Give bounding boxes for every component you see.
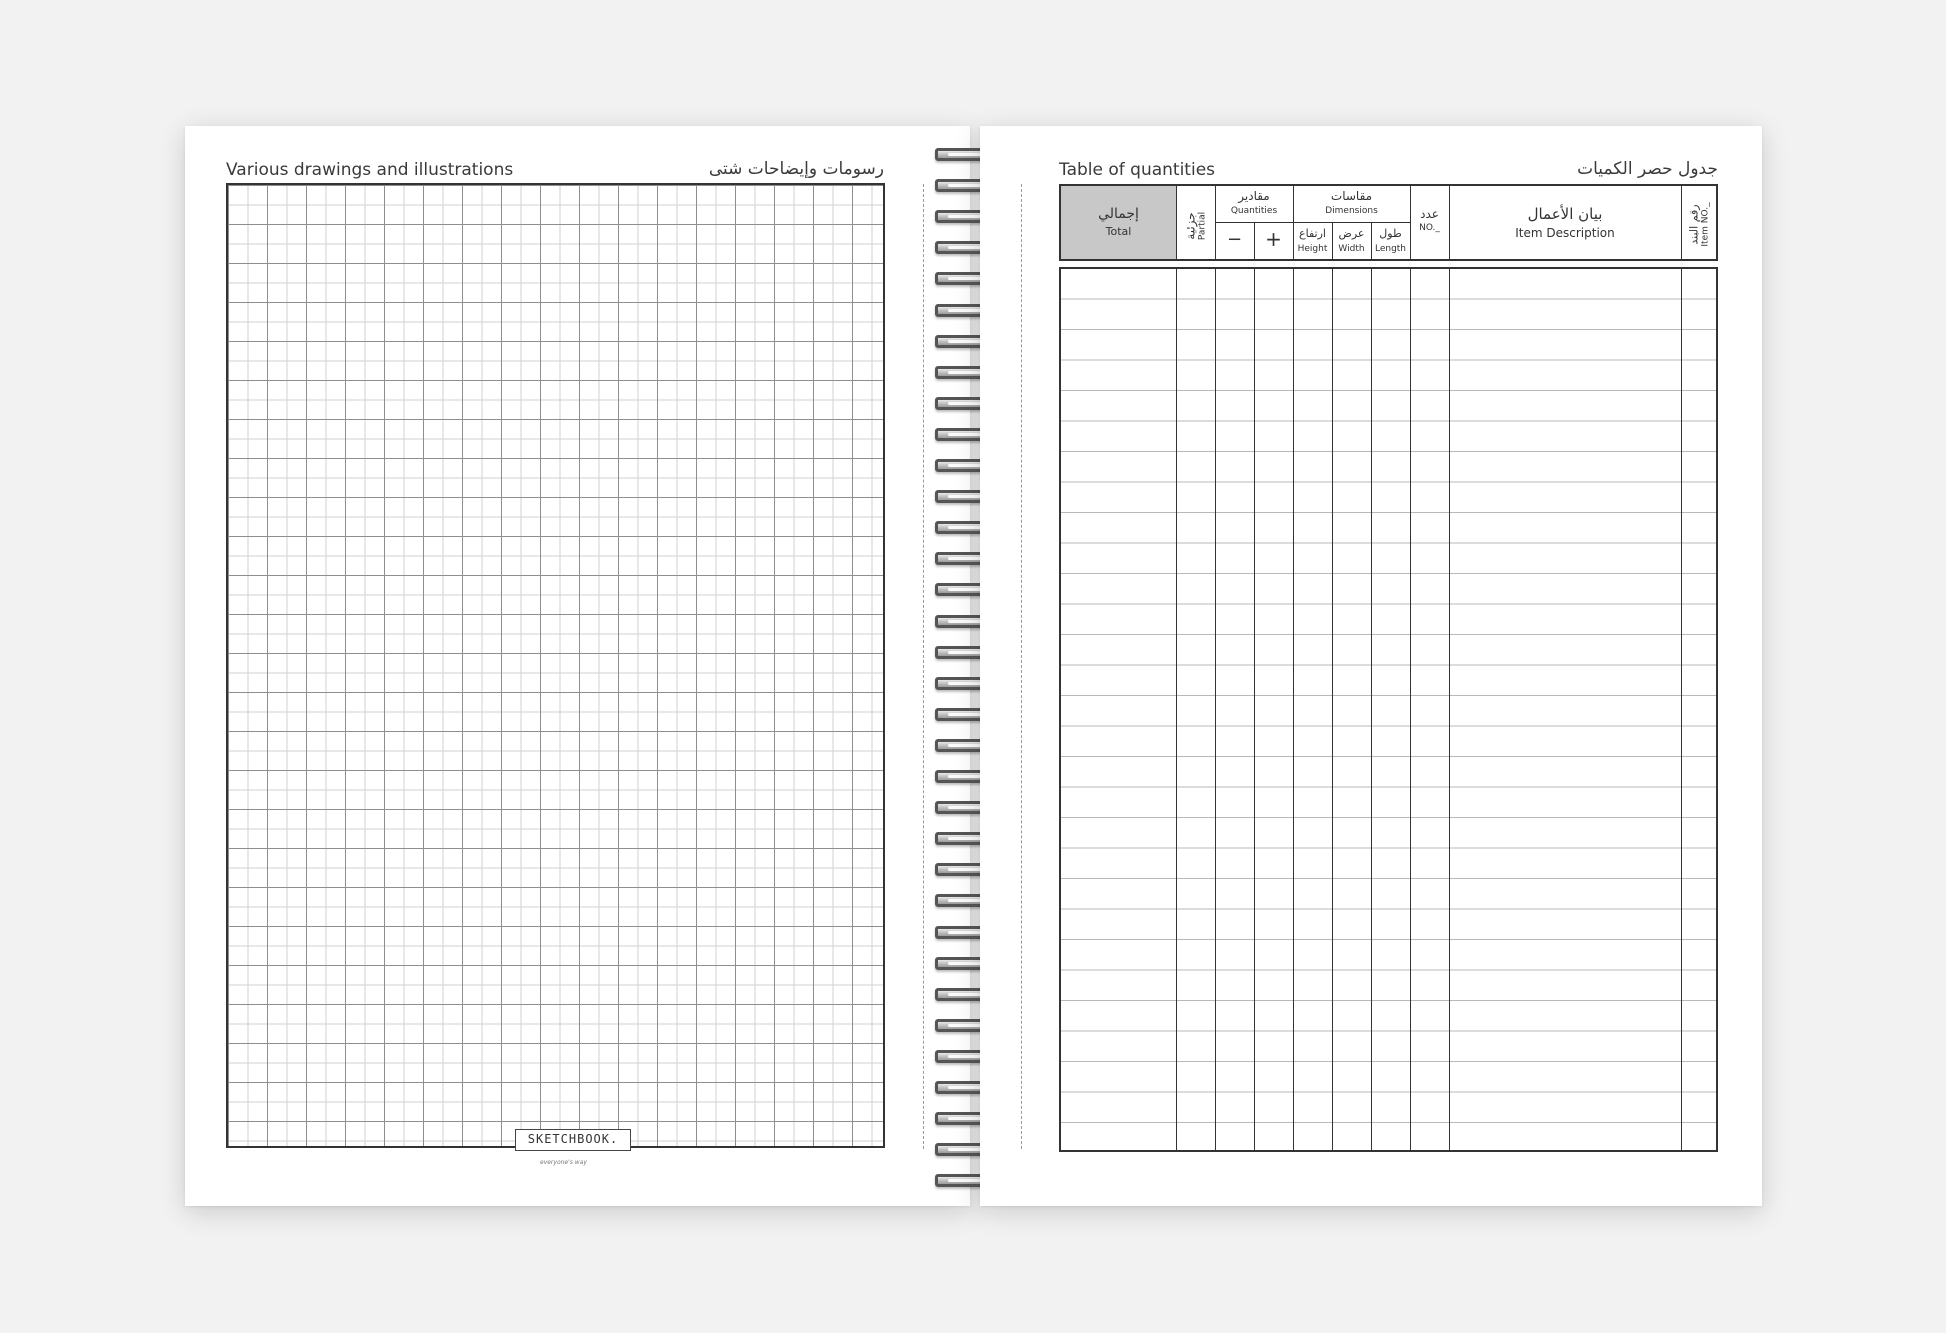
width-label-en: Width (1338, 244, 1365, 254)
left-title-ar: رسومات وإيضاحات شتى (708, 159, 884, 179)
total-label-ar: إجمالي (1098, 206, 1139, 222)
length-label-ar: طول (1379, 227, 1402, 240)
left-page (185, 126, 970, 1206)
length-label-en: Length (1374, 244, 1407, 254)
number-label-en: NO._ (1419, 223, 1440, 233)
total-label-en: Total (1105, 225, 1132, 238)
number-label-ar: عدد (1420, 207, 1439, 221)
item-no-column-header (1688, 197, 1711, 253)
logo-tagline: everyone's way (540, 1159, 587, 1166)
right-dashed-margin (1021, 184, 1022, 1149)
dimensions-label-ar: مقاسات (1330, 189, 1373, 203)
quantities-table-body (1059, 267, 1718, 1152)
right-title-en: Table of quantities (1059, 160, 1216, 180)
left-title-en: Various drawings and illustrations (226, 160, 514, 180)
width-label-ar: عرض (1338, 227, 1365, 240)
quantities-label-ar: مقادير (1238, 189, 1270, 203)
right-title-ar: جدول حصر الكميات (1577, 159, 1718, 179)
minus-symbol: − (1226, 229, 1243, 250)
height-label-ar: ارتفاع (1299, 227, 1326, 240)
dimensions-label-en: Dimensions (1325, 206, 1378, 216)
left-dashed-margin (923, 184, 924, 1149)
partial-label-ar: جزئية (1183, 212, 1198, 240)
logo-text: SKETCHBOOK. (527, 1132, 619, 1146)
quantities-label-en: Quantities (1230, 206, 1278, 216)
partial-column-header (1184, 204, 1208, 249)
partial-label-en: Partial (1197, 211, 1208, 241)
description-label-ar: بيان الأعمال (1527, 205, 1603, 223)
total-column-header (1061, 186, 1176, 259)
description-label-en: Item Description (1515, 226, 1615, 240)
item-no-label-en: Item NO._ (1700, 202, 1711, 247)
quantities-table-header (1059, 184, 1718, 261)
item-no-label-ar: رقم البند (1687, 204, 1701, 245)
graph-paper-grid (226, 183, 885, 1148)
right-page (980, 126, 1762, 1206)
plus-symbol: + (1265, 227, 1282, 251)
sketchbook-logo (515, 1129, 631, 1151)
height-label-en: Height (1297, 244, 1328, 254)
